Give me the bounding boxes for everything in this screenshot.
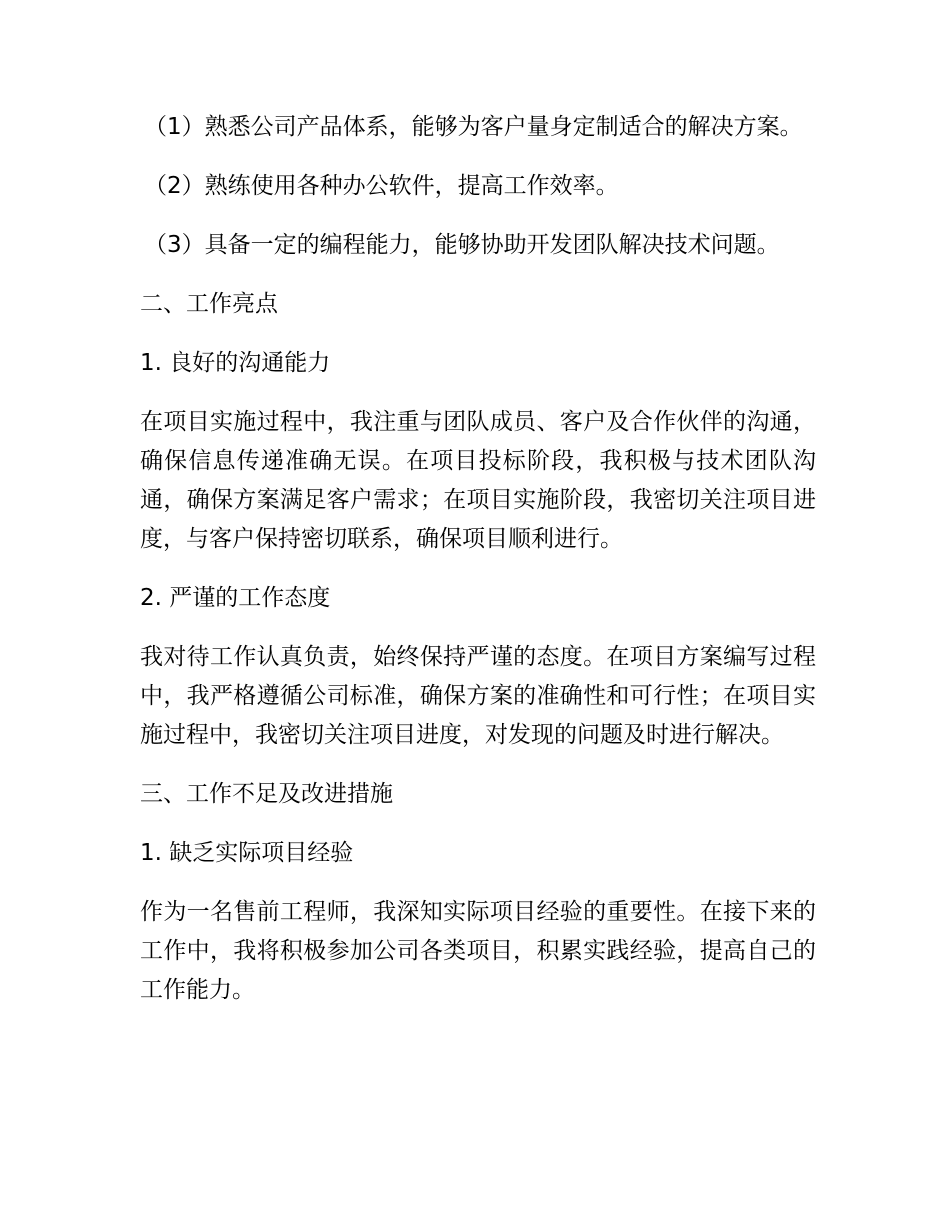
skill-item-3: （3）具备一定的编程能力，能够协助开发团队解决技术问题。 bbox=[144, 232, 780, 258]
paragraph-experience: 作为一名售前工程师，我深知实际项目经验的重要性。在接下来的工作中，我将积极参加公司各类项目，积累实践经验，提高自己的工作能力。 bbox=[140, 899, 816, 1003]
section-heading-2: 二、工作亮点 bbox=[140, 291, 278, 317]
skill-item-2: （2）熟练使用各种办公软件，提高工作效率。 bbox=[144, 173, 619, 199]
skill-item-1: （1）熟悉公司产品体系，能够为客户量身定制适合的解决方案。 bbox=[144, 114, 803, 140]
paragraph-communication: 在项目实施过程中，我注重与团队成员、客户及合作伙伴的沟通，确保信息传递准确无误。在项目投标阶段，我积极与技术团队沟通，确保方案满足客户需求；在项目实施阶段，我密切关注项目进度，与客户保持密切联系，确保项目顺利进行。 bbox=[140, 409, 816, 552]
document-page bbox=[140, 108, 816, 1030]
paragraph-attitude: 我对待工作认真负责，始终保持严谨的态度。在项目方案编写过程中，我严格遵循公司标准，确保方案的准确性和可行性；在项目实施过程中，我密切关注项目进度，对发现的问题及时进行解决。 bbox=[140, 644, 816, 748]
subheading-experience: 1. 缺乏实际项目经验 bbox=[140, 840, 354, 866]
section-heading-3: 三、工作不足及改进措施 bbox=[140, 781, 393, 807]
subheading-communication: 1. 良好的沟通能力 bbox=[140, 350, 331, 376]
subheading-attitude: 2. 严谨的工作态度 bbox=[140, 585, 331, 611]
